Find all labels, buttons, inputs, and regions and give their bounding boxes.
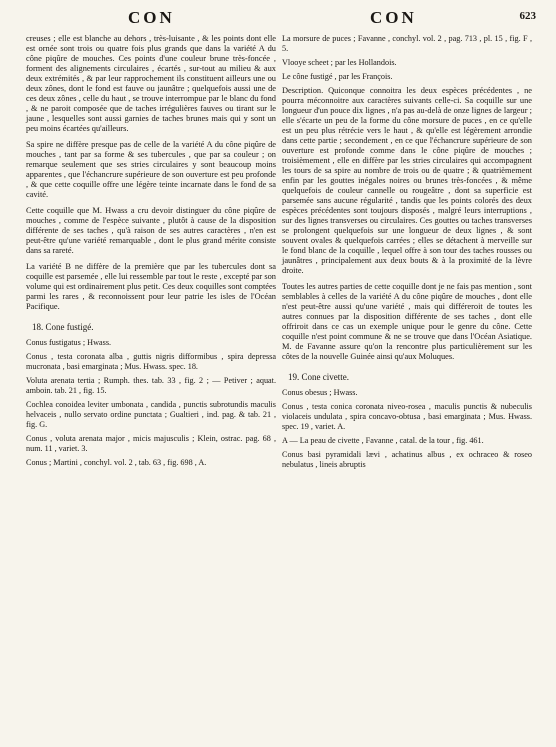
reference-entry: Vlooye scheet ; par les Hollandois. — [282, 58, 397, 67]
paragraph: creuses ; elle est blanche au dehors , très-luisante , & les points dont elle est ornée sont trois ou quatre fois plus grands que dans la variété A du cône piqûre de mouches. Ces points d'une couleur brune très-foncée , forment des alignements circulaires , écartés , sur-tout au milieu & aux deux extrémités , & par leur rapprochement ils constituent ailleurs une ou deux zônes, dont le fond est fauve ou jaunâtre ; quelquefois aussi une de ces deux zônes , celle du haut , se trouve interrompue par le blanc du fond , & ne paroit composée que de taches irrégulières fauves ou tirant sur le jaune , lesquelles sont aussi garnies de taches brunes mais qui y sont un peu moins écartées qu'ailleurs. — [26, 34, 276, 133]
running-head-right: CON — [370, 8, 417, 27]
reference-entry: Conus , voluta arenata major , micis majusculis ; Klein, ostrac. pag. 68 , num. 11 , variet. 3. — [26, 434, 276, 453]
reference-entry: Voluta arenata tertia ; Rumph. thes. tab. 33 , fig. 2 ; — Petiver ; aquat. amboin. tab. 21 , fig. 15. — [26, 376, 276, 395]
left-column — [26, 34, 276, 472]
reference-entry: La morsure de puces ; Favanne , conchyl. vol. 2 , pag. 713 , pl. 15 , fig. F , 5. — [282, 34, 532, 53]
reference-entry: Cochlea conoidea leviter umbonata , candida , punctis subrotundis maculis helvaceis , nullo servato ordine punctata ; Gualtieri , ind. pag. & tab. 21 , fig. G. — [26, 400, 276, 429]
paragraph: Toutes les autres parties de cette coquille dont je ne fais pas mention , sont semblables à celles de la variété A du cône piqûre de mouches , dont elle n'est peut-être aussi qu'une variété , mais qui différeroit de toutes les autres connues par la disposition différente de ses taches , dont elle offriroit dans ce cas un exemple unique pour le genre du cône. Cette coquille n'est point commune & ne se trouve que dans l'Océan Asiatique. M. de Favanne assure qu'on la rencontre plus particulièrement sur les côtes de la nouvelle Guinée ainsi qu'aux Moluques. — [282, 282, 532, 361]
paragraph: La variété B ne diffère de la première que par les tubercules dont sa coquille est parsemée , elle lui ressemble par tout le reste , excepté par son volume qui est ordinairement plus petit. Ces deux coquilles sont comptées parmi les rares , & reconnoissent pour leur patrie les isles de l'Océan Pacifique. — [26, 262, 276, 311]
reference-entry: Conus , testa conica coronata niveo-rosea , maculis punctis & nubeculis violaceis undulata , spira concavo-obtusa , basi emarginata ; Mus. Hwass. spec. 19 , variet. A. — [282, 402, 532, 431]
reference-entry: Le cône fustigé , par les François. — [282, 72, 393, 81]
paragraph: Cette coquille que M. Hwass a cru devoir distinguer du cône piqûre de mouches , comme de l'espèce suivante , plutôt à cause de la disposition différente de ses taches , qu'à raison de ses autres caractères , n'en est peut-être qu'une variété remarquable , dont le plus grand mérite consiste dans sa rareté. — [26, 206, 276, 255]
running-head-left: CON — [128, 8, 175, 27]
page-number: 623 — [519, 10, 536, 22]
reference-entry: Conus basi pyramidali lævi , achatinus albus , ex ochraceo & roseo nebulatus , lineis abruptis — [282, 450, 532, 469]
section-heading: 18. Cone fustigé. — [32, 322, 94, 332]
reference-entry: Conus obesus ; Hwass. — [282, 388, 358, 397]
paragraph: Description. Quiconque connoitra les deux espèces précédentes , ne pourra méconnoitre aux caractères suivants celle-ci. Sa coquille sur une longueur d'un pouce dix lignes , n'a pas au-delà de onze lignes de largeur ; elle s'écarte un peu de la forme du cône morsure de puces , en ce qu'elle est un peu plus rétrécie vers le haut , & qu'elle est légèrement arrondie dans cette partie ; secondement , en ce que l'échancrure supérieure de son ouverture est profonde comme dans le cône piqûre de mouches ; troisièmement , elle en diffère par les stries circulaires qui accompagnent les tours de sa spire au nombre de trois ou de quatre ; & quatrièmement enfin par les gouttes inégales noires ou brunes très-foncées , & même quelquefois de couleur cannelle ou rougeâtre , dont sa superficie est parsemée sans aucune régularité , tandis que les points colorés des deux espèces précédentes sont toujours disposés , malgré leurs interruptions , sur des lignes transverses ou circulaires. Ces gouttes ou taches transverses se prolongent quelquefois sur une longueur de deux lignes , & sont souvent ovales & quelquefois carrées ; elles se détachent à merveille sur le fond blanc de la coquille , lequel offre à son tour des taches rousses ou jaunâtres , principalement aux deux bouts & à la proximité de la lèvre droite. — [282, 86, 532, 275]
reference-entry: Conus ; Martini , conchyl. vol. 2 , tab. 63 , fig. 698 , A. — [26, 458, 207, 467]
paragraph: Sa spire ne diffère presque pas de celle de la variété A du cône piqûre de mouches , tant par sa forme & ses tubercules , que par sa couleur ; on remarque seulement que ses stries circulaires y sont beaucoup moins apparentes , que l'échancrure supérieure de son ouverture est peu profonde , & que cette coquille offre une légère teinte incarnate dans le fond de sa cavité. — [26, 140, 276, 199]
reference-entry: Conus fustigatus ; Hwass. — [26, 338, 112, 347]
right-column — [282, 34, 532, 474]
section-heading: 19. Cone civette. — [288, 372, 349, 382]
reference-entry: A — La peau de civette , Favanne , catal. de la tour , fig. 461. — [282, 436, 484, 445]
reference-entry: Conus , testa coronata alba , guttis nigris difformibus , spira depressa mucronata , basi emarginata ; Mus. Hwass. spec. 18. — [26, 352, 276, 371]
